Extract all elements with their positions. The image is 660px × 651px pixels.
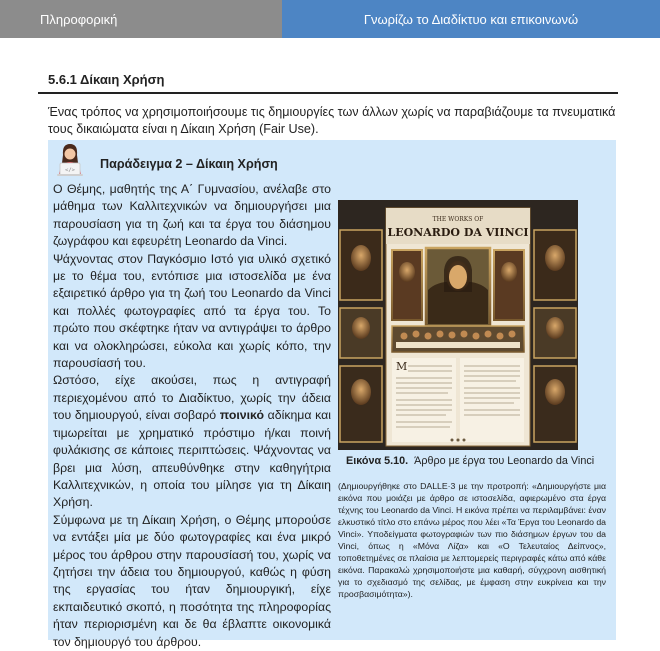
header-subject: Πληροφορική <box>0 0 282 38</box>
section-divider <box>38 92 618 94</box>
svg-text:</>: </> <box>65 167 75 174</box>
page-header <box>0 0 660 38</box>
section-intro: Ένας τρόπος να χρησιμοποιήσουμε τις δημιουργίες των άλλων χωρίς να παραβιάζουμε τα πνευματικά τους δικαιώματα είναι η Δίκαιη Χρήση (Fair Use). <box>48 105 616 136</box>
svg-text:M: M <box>396 360 408 373</box>
example-paragraph <box>53 372 331 511</box>
paragraph-text: αδίκημα και τιμωρείται με χρηματικό πρόστιμο ή/και ποινή φυλάκισης σε κάποιες περιπτώσεις. Ψάχνοντας να βρει μια λύση, απευθύνθηκε στην καθηγήτρια Καλλιτεχνικών, η οποία του μίλησε για τη Δίκαιη Χρήση. <box>53 408 332 510</box>
image-title-small: THE WORKS OF <box>432 216 484 223</box>
example-title: Παράδειγμα 2 – Δίκαιη Χρήση <box>100 157 278 171</box>
caption-label: Εικόνα 5.10. <box>346 455 409 467</box>
image-title-large: LEONARDO DA VIINCI <box>387 226 529 239</box>
section-title: 5.6.1 Δίκαιη Χρήση <box>48 72 165 87</box>
emphasis-text: ποινικό <box>219 408 264 423</box>
portrait-right <box>534 230 576 442</box>
example-body <box>53 181 331 651</box>
article-illustration <box>338 200 578 450</box>
header-chapter: Γνωρίζω το Διαδίκτυο και επικοινωνώ <box>282 0 660 38</box>
figure-note: (Δημιουργήθηκε στο DALLE·3 με την προτροπή: «Δημιουργήστε μια εικόνα που μοιάζει με άρθρο σε ιστοσελίδα, αφιερωμένο στα έργα τέχνης του Leonardo da Vinci. Η εικόνα πρέπει να περιλαμβάνει: έναν ελκυστικό τίτλο στο επάνω μέρος που λέει «Τα Έργα του Leonardo da Vinci». Υποδείγματα φωτογραφιών των πιο διάσημων έργων του da Vinci, όπως η «Μόνα Λίζα» και «Ο Τελευταίος Δείπνος», τοποθετημένες σε πλαίσια με λεπτομερείς περιγραφές κάτω από κάθε εικόνα. Παρακαλώ χρησιμοποιήστε μια καθαρή, σύγχρονη αισθητική για το σχεδιασμό της σελίδας, με έμφαση στην ευκρίνεια και την προσβασιμότητα»). <box>338 481 606 599</box>
example-paragraph: Σύμφωνα με τη Δίκαιη Χρήση, ο Θέμης μπορούσε να εντάξει μία με δύο φωτογραφίες και ένα μικρό μέρος του άρθρου στην παρουσίασή του, χωρίς να ζητήσει την άδεια του δημιουργού, καθώς η φύση της εργασίας του ήταν δημιουργική, είχε εκπαιδευτικό σκοπό, η ποσότητα της πληροφορίας ήταν περιορισμένη και δε θα έβλαπτε οικονομικά τον δημιουργό του άρθρου. <box>53 512 331 649</box>
portrait-left <box>340 230 382 442</box>
student-laptop-icon <box>55 141 85 177</box>
example-paragraph: Ψάχνοντας στον Παγκόσμιο Ιστό για υλικό σχετικό με το θέμα του, εντόπισε μια ιστοσελίδα με ένα εξαιρετικό άρθρο για τη ζωή του Leonardo da Vinci και πολλές φωτογραφίες από τα έργα του. Το πρώτο που σκέφτηκε ήταν να αντιγράψει το άρθρο και να ολοκληρώσει, εύκολα και χωρίς κόπο, την παρουσίασή του. <box>53 251 331 371</box>
example-paragraph: Ο Θέμης, μαθητής της Α΄ Γυμνασίου, ανέλαβε στο μάθημα των Καλλιτεχνικών να δημιουργήσει μια παρουσίαση για τη ζωή και τα έργα του διάσημου ζωγράφου και εφευρέτη Leonardo da Vinci. <box>53 182 331 249</box>
figure-caption <box>346 455 594 467</box>
caption-text: Άρθρο με έργα του Leonardo da Vinci <box>414 455 595 467</box>
paragraph-text: Ωστόσο, είχε ακούσει, πως η αντιγραφή περιεχομένου από το Διαδίκτυο, χωρίς την άδεια του δημιουργού, είναι σοβαρό <box>53 373 331 423</box>
